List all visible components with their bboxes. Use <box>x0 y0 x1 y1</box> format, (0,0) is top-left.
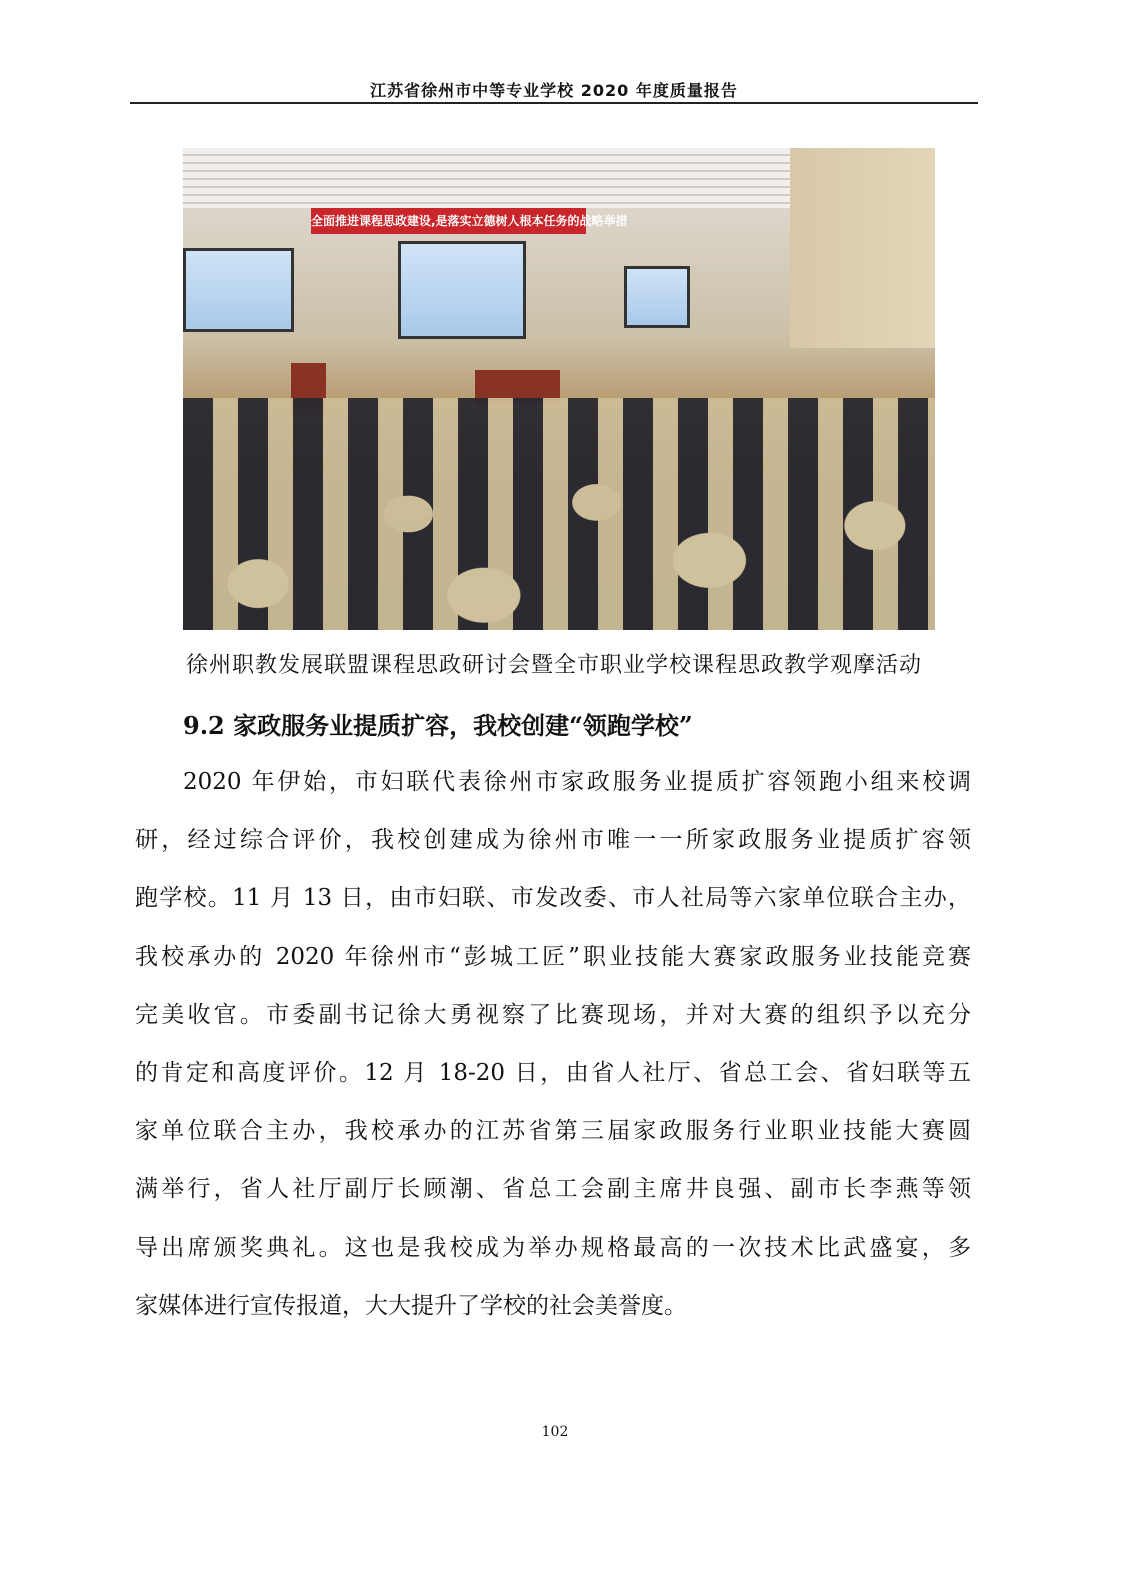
section-heading: 9.2 家政服务业提质扩容，我校创建“领跑学校” <box>183 711 693 740</box>
body-paragraph <box>135 763 971 1345</box>
audience-seats <box>183 398 935 630</box>
projection-screen-left <box>183 248 294 332</box>
page-number: 102 <box>541 1424 569 1440</box>
auditorium-photo <box>183 148 935 630</box>
text-line: 满举行，省人社厅副厅长顾潮、省总工会副主席井良强、副市长李燕等领 <box>135 1176 971 1203</box>
text-line: 的肯定和高度评价。12 月 18-20 日，由省人社厅、省总工会、省妇联等五 <box>135 1059 971 1086</box>
wall-panel <box>790 148 935 348</box>
header-divider <box>130 102 978 104</box>
text-line: 2020 年伊始，市妇联代表徐州市家政服务业提质扩容领跑小组来校调 <box>183 769 971 795</box>
text-line: 完美收官。市委副书记徐大勇视察了比赛现场，并对大赛的组织予以充分 <box>135 1001 971 1028</box>
text-line: 跑学校。11 月 13 日，由市妇联、市发改委、市人社局等六家单位联合主办， <box>135 885 971 912</box>
projection-screen-right <box>624 266 690 328</box>
text-line: 我校承办的 2020 年徐州市“彭城工匠”职业技能大赛家政服务业技能竞赛 <box>135 943 971 970</box>
running-header: 江苏省徐州市中等专业学校 2020 年度质量报告 <box>370 81 738 100</box>
red-banner: 全面推进课程思政建设,是落实立德树人根本任务的战略举措 <box>311 208 586 234</box>
text-line: 研，经过综合评价，我校创建成为徐州市唯一一所家政服务业提质扩容领 <box>135 827 971 854</box>
projection-screen-center <box>398 241 526 339</box>
photo-caption: 徐州职教发展联盟课程思政研讨会暨全市职业学校课程思政教学观摩活动 <box>185 653 922 678</box>
text-line: 导出席颁奖典礼。这也是我校成为举办规格最高的一次技术比武盛宴，多 <box>135 1234 971 1261</box>
text-line: 家单位联合主办，我校承办的江苏省第三届家政服务行业职业技能大赛圆 <box>135 1118 971 1145</box>
text-line: 家媒体进行宣传报道，大大提升了学校的社会美誉度。 <box>135 1292 687 1319</box>
